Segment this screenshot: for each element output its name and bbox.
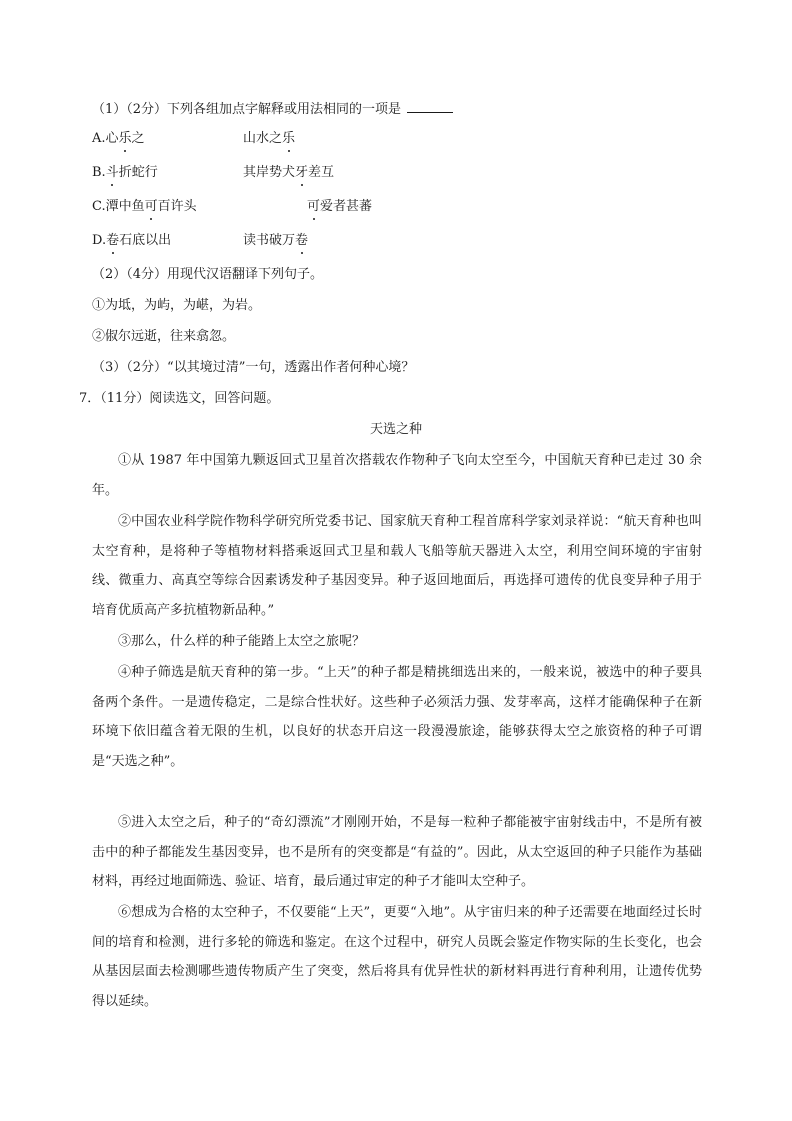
question-2-sentence-2: ②俶尔远逝，往来翕忽。 [92,329,236,344]
option-d-right: 读书破万卷 [243,233,309,248]
passage-title: 天选之种 [369,422,422,437]
question-2-text: （2）（4分）用现代汉语翻译下列句子。 [92,267,324,282]
dotted-char: 卷 [106,233,120,248]
question-7-text: 7．（11分）阅读选文，回答问题。 [79,391,280,406]
option-a-right: 山水之乐 [243,131,296,146]
passage-paragraph-6: ⑥想成为合格的太空种子，不仅要能“上天”，更要“入地”。从宇宙归来的种子还需要在地面经过长时间的培育和检测，进行多轮的筛选和鉴定。在这个过程中，研究人员既会鉴定作物实际的生长变化，也会从基因层面去检测哪些遗传物质产生了突变，然后将具有优异性状的新材料再进行育种利用，让遗传优势得以延续。 [92,905,702,1009]
passage-paragraph-4: ④种子筛选是航天育种的第一步。“上天”的种子都是精挑细选出来的，一般来说，被选中的种子要具备两个条件。一是遗传稳定，二是综合性状好。这些种子必须活力强、发芽率高，这样才能确保种子在新环境下依旧蕴含着无限的生机，以良好的状态开启这一段漫漫旅途，能够获得太空之旅资格的种子可谓是“天选之种”。 [92,665,702,769]
option-c-right: 可爱者甚蕃 [307,199,373,214]
option-c-left: C.潭中鱼可百许头 [92,199,197,214]
option-d-left: D.卷石底以出 [92,233,172,248]
dotted-char: 斗 [105,165,119,180]
passage-paragraph-3: ③那么，什么样的种子能踏上太空之旅呢？ [118,634,366,649]
question-1-text: （1）（2分）下列各组加点字解释或用法相同的一项是 [92,102,402,117]
question-2-sentence-1: ①为坻，为屿，为嵁，为岩。 [92,298,262,313]
dotted-char: 牙 [295,165,309,180]
dotted-char: 乐 [282,131,296,146]
passage-paragraph-2: ②中国农业科学院作物科学研究所党委书记、国家航天育种工程首席科学家刘录祥说：“航天育种也叫太空育种，是将种子等植物材料搭乘返回式卫星和载人飞船等航天器进入太空，利用空间环境的宇宙射线、微重力、高真空等综合因素诱发种子基因变异。种子返回地面后，再选择可遗传的优良变异种子用于培育优质高产多抗植物新品种。” [92,514,702,618]
passage-paragraph-1: ①从 1987 年中国第九颗返回式卫星首次搭载农作物种子飞向太空至今，中国航天育种已走过 30 余年。 [92,453,702,498]
question-3-text: （3）（2分）“以其境过清”一句，透露出作者何种心境？ [92,360,415,375]
dotted-char: 可 [144,199,158,214]
answer-blank[interactable] [407,99,453,113]
option-a-left: A.心乐之 [92,131,145,146]
passage-paragraph-5: ⑤进入太空之后，种子的“奇幻漂流”才刚刚开始，不是每一粒种子都能被宇宙射线击中，不是所有被击中的种子都能发生基因变异，也不是所有的突变都是“有益的”。因此，从太空返回的种子只能作为基础材料，再经过地面筛选、验证、培育，最后通过审定的种子才能叫太空种子。 [92,815,702,889]
dotted-char: 卷 [295,233,309,248]
option-b-left: B.斗折蛇行 [92,165,158,180]
option-b-right: 其岸势犬牙差互 [243,165,335,180]
question-1-line [92,99,453,119]
dotted-char: 可 [307,199,321,214]
dotted-char: 乐 [118,131,132,146]
